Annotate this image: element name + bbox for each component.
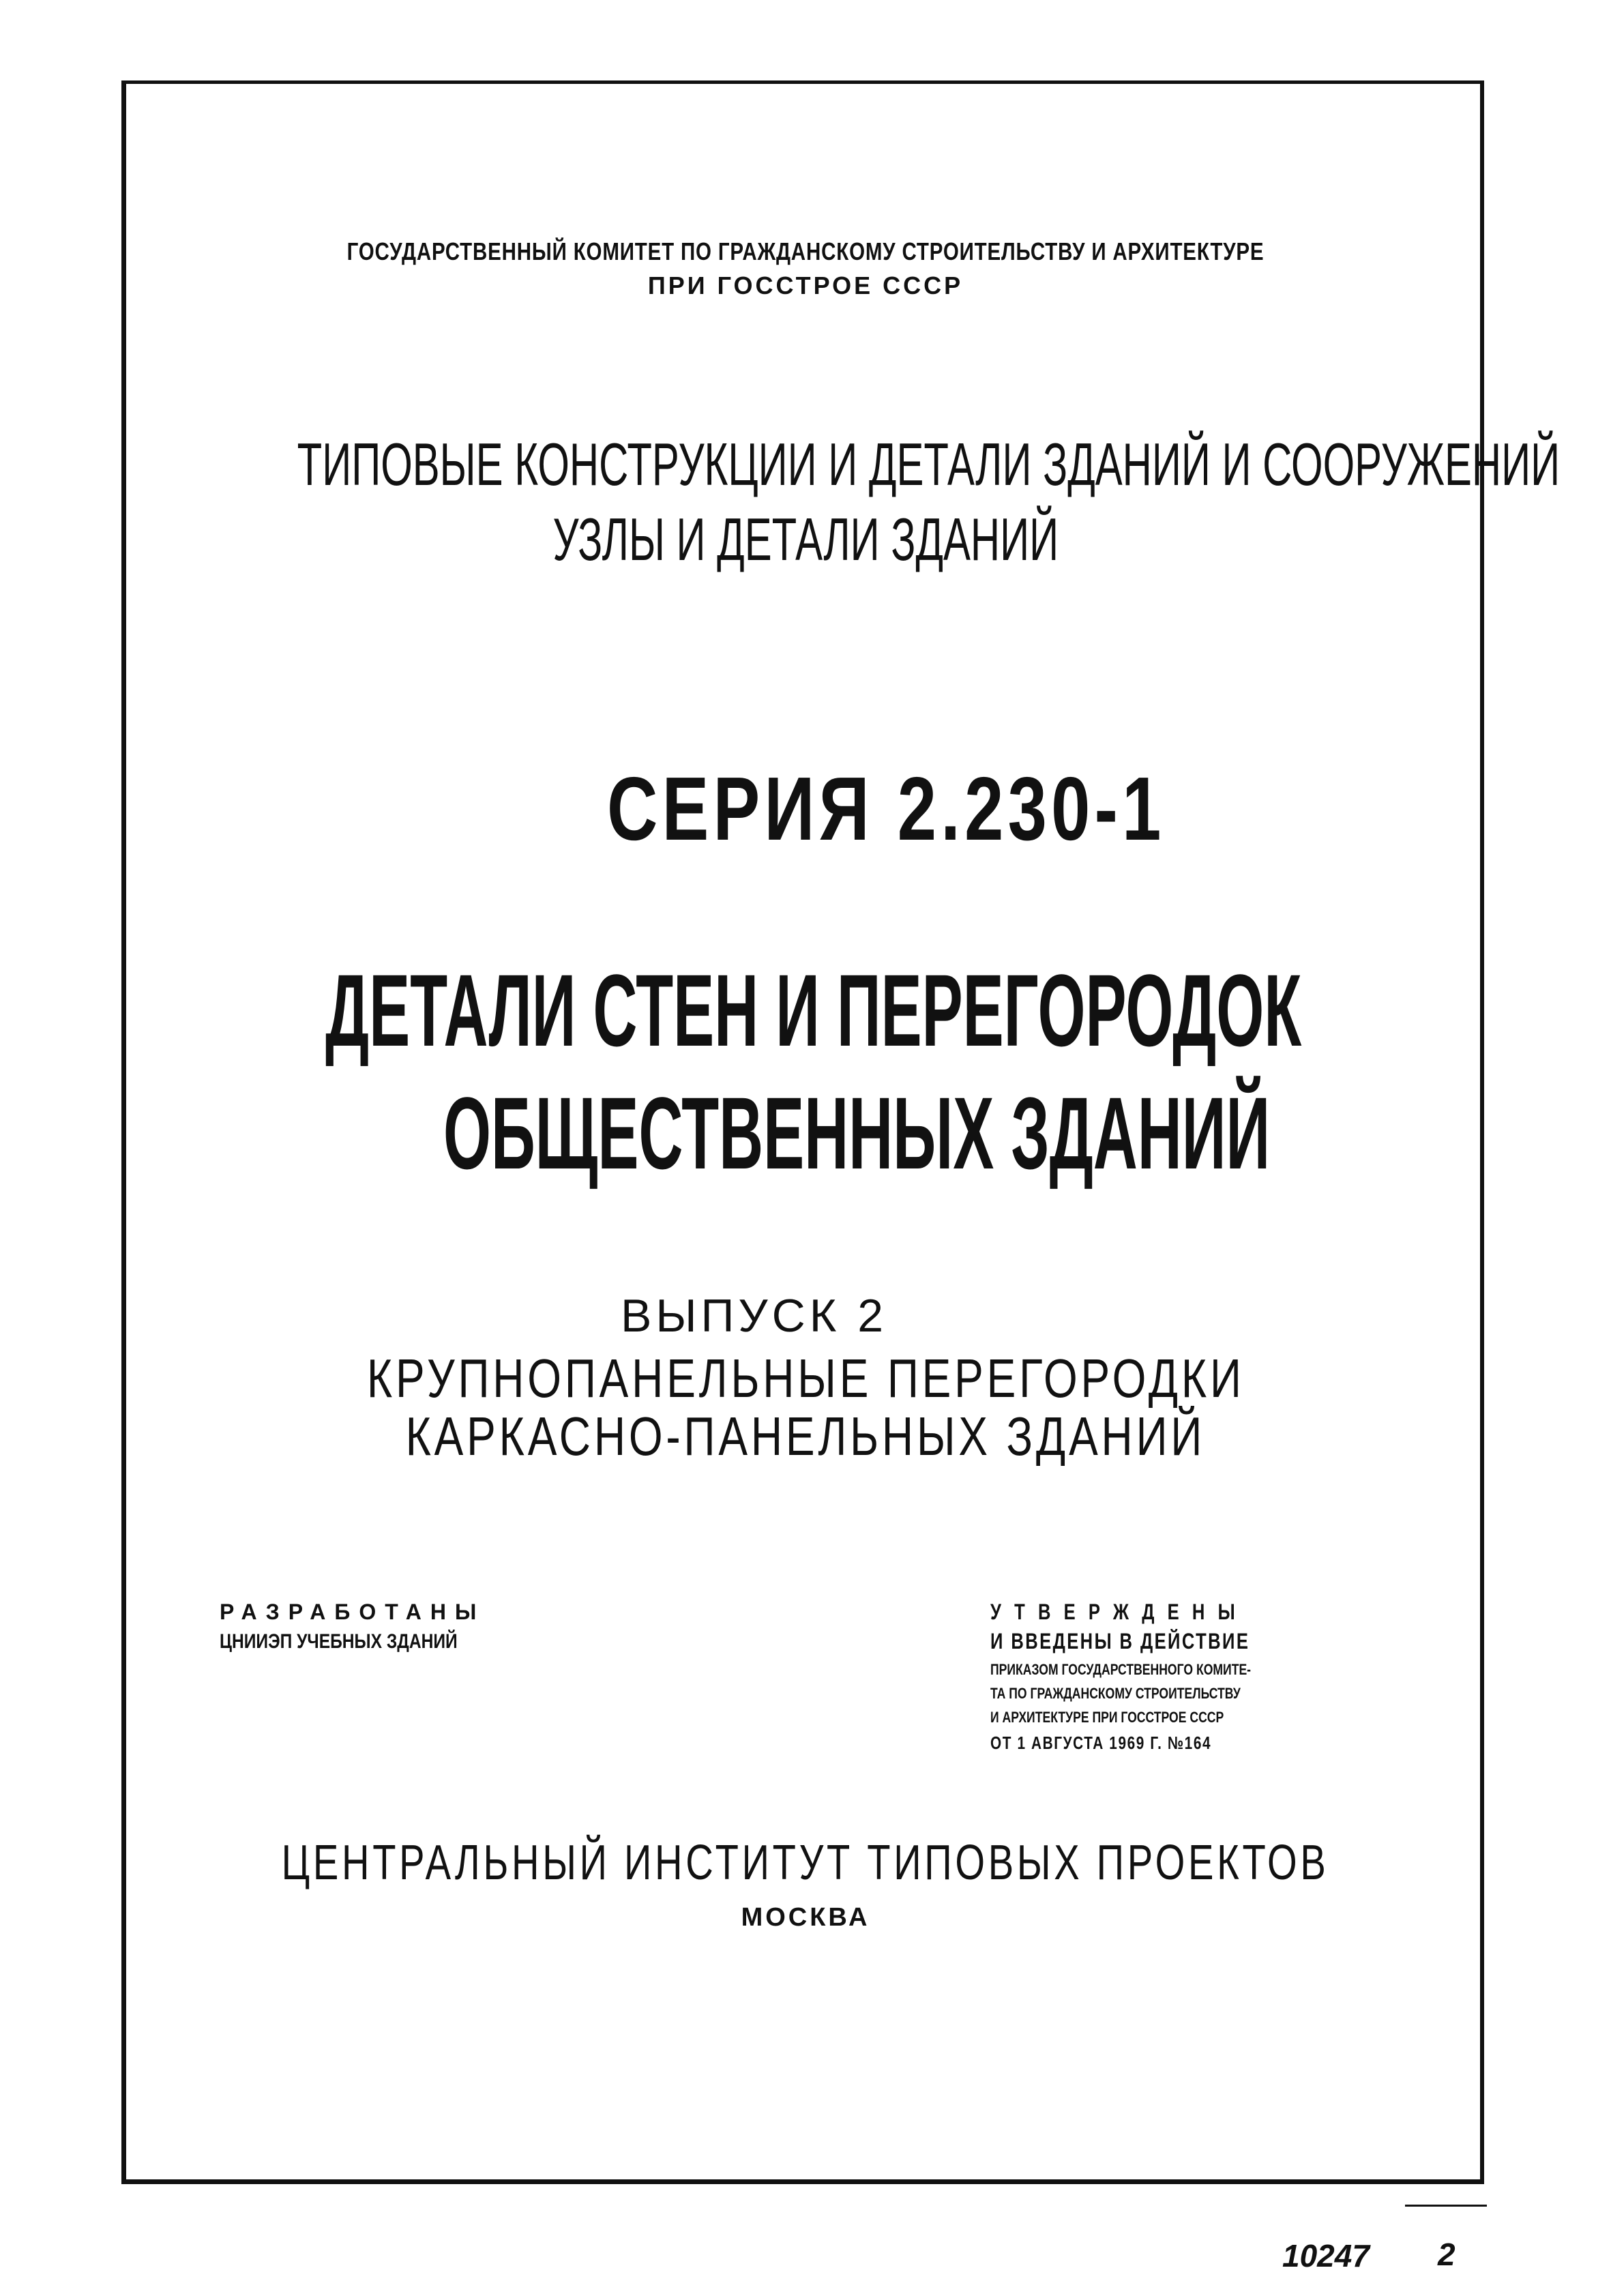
committee-header: ГОСУДАРСТВЕННЫЙ КОМИТЕТ ПО ГРАЖДАНСКОМУ СТРОИТЕЛЬСТВУ И АРХИТЕКТУРЕ: [346, 237, 1265, 265]
developed-label: РАЗРАБОТАНЫ: [220, 1600, 486, 1624]
approved-line1: УТВЕРЖДЕНЫ: [990, 1600, 1248, 1624]
sheet-code: 10247: [1282, 2238, 1370, 2273]
approved-line5: И АРХИТЕКТУРЕ ПРИ ГОССТРОЕ СССР: [990, 1709, 1224, 1726]
series-title: ТИПОВЫЕ КОНСТРУКЦИИ И ДЕТАЛИ ЗДАНИЙ И СООРУЖЕНИЙ: [297, 430, 1561, 498]
approved-line6: ОТ 1 АВГУСТА 1969 Г. №164: [990, 1733, 1212, 1753]
approved-line3: ПРИКАЗОМ ГОСУДАРСТВЕННОГО КОМИТЕ-: [990, 1661, 1252, 1678]
series-subtitle: УЗЛЫ И ДЕТАЛИ ЗДАНИЙ: [552, 505, 1059, 573]
issue-title-line1: КРУПНОПАНЕЛЬНЫЕ ПЕРЕГОРОДКИ: [366, 1348, 1245, 1409]
publisher-city: МОСКВА: [741, 1903, 870, 1932]
sheet-number-underline: [1405, 2205, 1487, 2207]
sheet-number: 2: [1438, 2237, 1455, 2272]
main-title-line2: ОБЩЕСТВЕННЫХ ЗДАНИЙ: [443, 1076, 1271, 1190]
issue-label: ВЫПУСК 2: [621, 1290, 888, 1342]
approved-line4: ТА ПО ГРАЖДАНСКОМУ СТРОИТЕЛЬСТВУ: [990, 1685, 1241, 1702]
gosstroy-header: ПРИ ГОССТРОЕ СССР: [647, 271, 964, 299]
main-title-line1: ДЕТАЛИ СТЕН И ПЕРЕГОРОДОК: [325, 953, 1302, 1068]
developer-organization: ЦНИИЭП УЧЕБНЫХ ЗДАНИЙ: [220, 1630, 458, 1653]
series-code: СЕРИЯ 2.230-1: [607, 759, 1166, 859]
publisher-institute: ЦЕНТРАЛЬНЫЙ ИНСТИТУТ ТИПОВЫХ ПРОЕКТОВ: [282, 1836, 1329, 1890]
approved-line2: И ВВЕДЕНЫ В ДЕЙСТВИЕ: [990, 1629, 1250, 1653]
issue-title-line2: КАРКАСНО-ПАНЕЛЬНЫХ ЗДАНИЙ: [405, 1406, 1206, 1467]
